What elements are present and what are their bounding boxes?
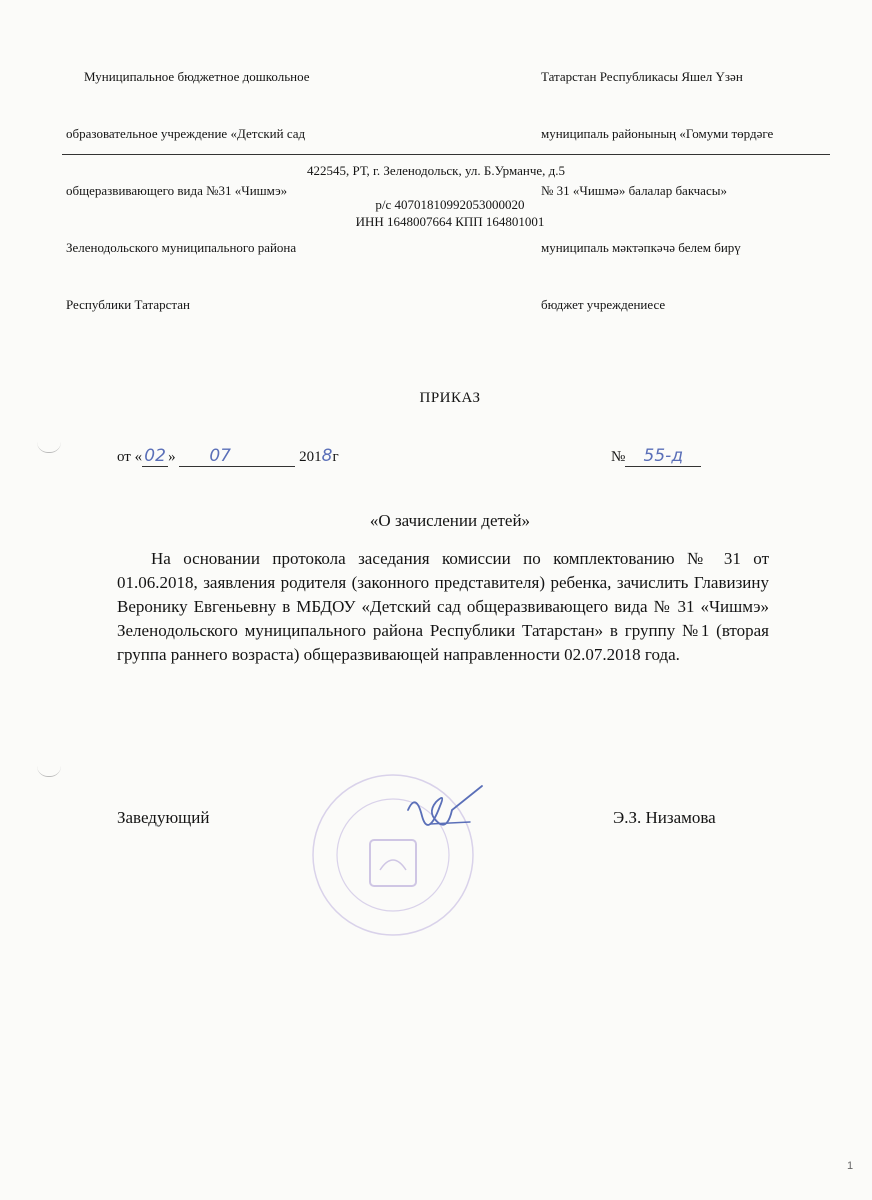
number-value: 55-д bbox=[625, 446, 701, 467]
bank-details bbox=[0, 196, 872, 230]
number-prefix: № bbox=[611, 449, 626, 465]
order-body: На основании протокола заседания комиссии по комплектованию № 31 от 01.06.2018, заявления родителя (законного представителя) ребенка, зачислить Главизину Веронику Евгеньевну в МБДОУ «Детский сад общеразвивающего вида № 31 «Чишмэ» Зеленодольского муниципального района Республики Татарстан» в группу №1 (вторая группа раннего возраста) общеразвивающей направленности 02.07.2018 года. bbox=[117, 549, 769, 664]
header-left-line: общеразвивающего вида №31 «Чишмэ» bbox=[66, 183, 288, 198]
date-prefix: от « bbox=[117, 449, 143, 465]
date-mid: » bbox=[168, 449, 176, 465]
header-left-line: Республики Татарстан bbox=[66, 297, 190, 312]
date-month: 07 bbox=[179, 446, 295, 467]
header-left bbox=[66, 29, 310, 333]
order-number bbox=[611, 446, 701, 467]
header-right-line: муниципаль мәктәпкәчә белем бирү bbox=[541, 240, 741, 255]
header-right-line: муниципаль районының «Гомуми төрдәге bbox=[541, 126, 774, 141]
page-number: 1 bbox=[847, 1160, 854, 1172]
punch-hole-mark bbox=[37, 766, 61, 777]
date-year-digit: 8 bbox=[321, 446, 333, 466]
header-divider bbox=[62, 154, 830, 155]
date-suffix: г bbox=[332, 449, 339, 465]
order-date bbox=[117, 446, 339, 467]
inn-kpp: ИНН 1648007664 КПП 164801001 bbox=[355, 214, 545, 229]
header-right-line: бюджет учреждениесе bbox=[541, 297, 666, 312]
signatory-name: Э.З. Низамова bbox=[613, 808, 716, 827]
document-title: ПРИКАЗ bbox=[419, 390, 481, 406]
header-right-line: № 31 «Чишмә» балалар бакчасы» bbox=[541, 183, 727, 198]
date-day: 02 bbox=[142, 446, 168, 467]
header-left-line: Зеленодольского муниципального района bbox=[66, 240, 297, 255]
header-left-line: образовательное учреждение «Детский сад bbox=[66, 126, 306, 141]
signatory-role: Заведующий bbox=[117, 808, 210, 827]
bank-account: р/с 40701810992053000020 bbox=[375, 197, 525, 212]
punch-hole-mark bbox=[37, 442, 61, 453]
handwritten-signature bbox=[400, 780, 490, 840]
header-left-line: Муниципальное бюджетное дошкольное bbox=[84, 69, 310, 84]
header-right-line: Татарстан Республикасы Яшел Үзән bbox=[541, 69, 743, 84]
organization-address: 422545, РТ, г. Зеленодольск, ул. Б.Урманче, д.5 bbox=[307, 163, 565, 178]
order-subject: «О зачислении детей» bbox=[369, 511, 531, 530]
header-right bbox=[541, 29, 773, 333]
date-year-prefix: 201 bbox=[299, 449, 322, 465]
